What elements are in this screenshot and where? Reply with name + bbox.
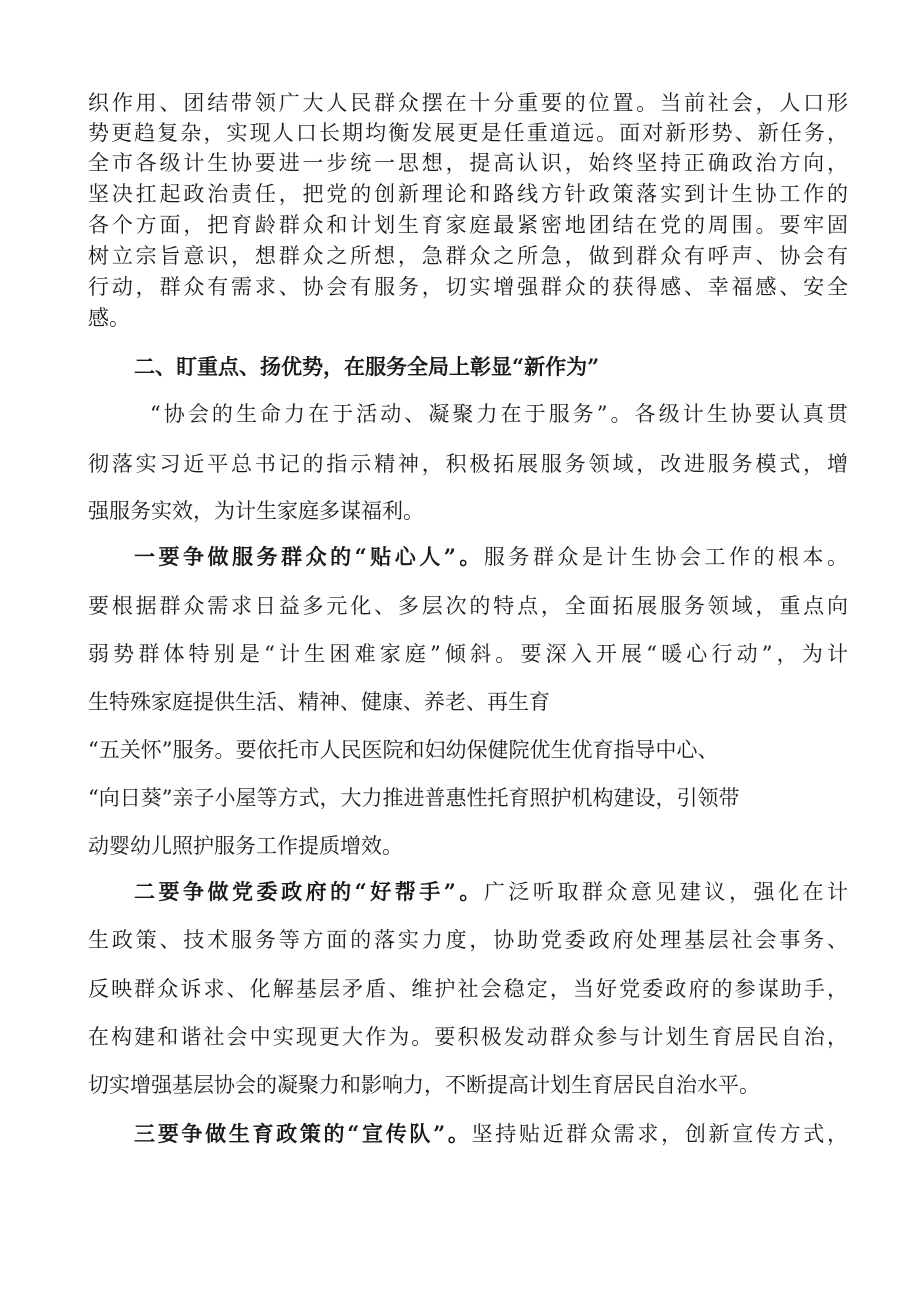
section-heading: 二、盯重点、扬优势，在服务全局上彰显“新作为” bbox=[134, 354, 600, 379]
point-1-rest: 服务群众是计生协会工作的根本。 bbox=[483, 545, 848, 569]
body-line: 树立宗旨意识，想群众之所想，急群众之所急，做到群众有呼声、协会有 bbox=[88, 244, 848, 268]
point-1-lead: 一要争做服务群众的“贴心人”。 bbox=[134, 544, 484, 569]
body-line: 坚决扛起政治责任，把党的创新理论和路线方针政策落实到计生协工作的 bbox=[88, 182, 848, 206]
point-2-lead: 二要争做党委政府的“好帮手”。 bbox=[134, 879, 484, 904]
point-2-line: 反映群众诉求、化解基层矛盾、维护社会稳定，当好党委政府的参谋助手， bbox=[88, 977, 848, 1001]
point-1-line: 要根据群众需求日益多元化、多层次的特点，全面拓展服务领域，重点向 bbox=[88, 594, 848, 618]
intro-line: 强服务实效，为计生家庭多谋福利。 bbox=[88, 499, 424, 523]
point-2-line: 切实增强基层协会的凝聚力和影响力，不断提高计划生育居民自治水平。 bbox=[88, 1073, 760, 1097]
body-line: 行动，群众有需求、协会有服务，切实增强群众的获得感、幸福感、安全 bbox=[88, 275, 848, 299]
point-2-first-line bbox=[134, 875, 848, 909]
point-2-line: 生政策、技术服务等方面的落实力度，协助党委政府处理基层社会事务、 bbox=[88, 928, 848, 952]
intro-line: “协会的生命力在于活动、凝聚力在于服务”。各级计生协要认真贯 bbox=[150, 402, 848, 426]
point-3-rest: 坚持贴近群众需求，创新宣传方式， bbox=[471, 1122, 848, 1146]
point-1-line: “五关怀”服务。要依托市人民医院和妇幼保健院优生优育指导中心、 bbox=[88, 738, 719, 762]
body-line: 全市各级计生协要进一步统一思想，提高认识，始终坚持正确政治方向， bbox=[88, 151, 848, 175]
point-2-rest: 广泛听取群众意见建议，强化在计 bbox=[483, 880, 848, 904]
body-line: 势更趋复杂，实现人口长期均衡发展更是任重道远。面对新形势、新任务， bbox=[88, 121, 848, 145]
point-1-line: “向日葵”亲子小屋等方式，大力推进普惠性托育照护机构建设，引领带 bbox=[88, 786, 740, 810]
body-line: 感。 bbox=[88, 306, 130, 330]
point-2-line: 在构建和谐社会中实现更大作为。要积极发动群众参与计划生育居民自治， bbox=[88, 1025, 848, 1049]
point-1-first-line bbox=[134, 540, 848, 574]
intro-line: 彻落实习近平总书记的指示精神，积极拓展服务领域，改进服务模式，增 bbox=[88, 452, 848, 476]
point-3-lead: 三要争做生育政策的“宣传队”。 bbox=[134, 1121, 472, 1146]
point-1-line: 动婴幼儿照护服务工作提质增效。 bbox=[88, 834, 403, 858]
point-1-line: 生特殊家庭提供生活、精神、健康、养老、再生育 bbox=[88, 690, 550, 714]
point-3-first-line bbox=[134, 1117, 848, 1151]
point-1-line: 弱势群体特别是“计生困难家庭”倾斜。要深入开展“暖心行动”，为计 bbox=[88, 642, 848, 666]
body-line: 各个方面，把育龄群众和计划生育家庭最紧密地团结在党的周围。要牢固 bbox=[88, 213, 848, 237]
body-line: 织作用、团结带领广大人民群众摆在十分重要的位置。当前社会，人口形 bbox=[88, 91, 848, 115]
